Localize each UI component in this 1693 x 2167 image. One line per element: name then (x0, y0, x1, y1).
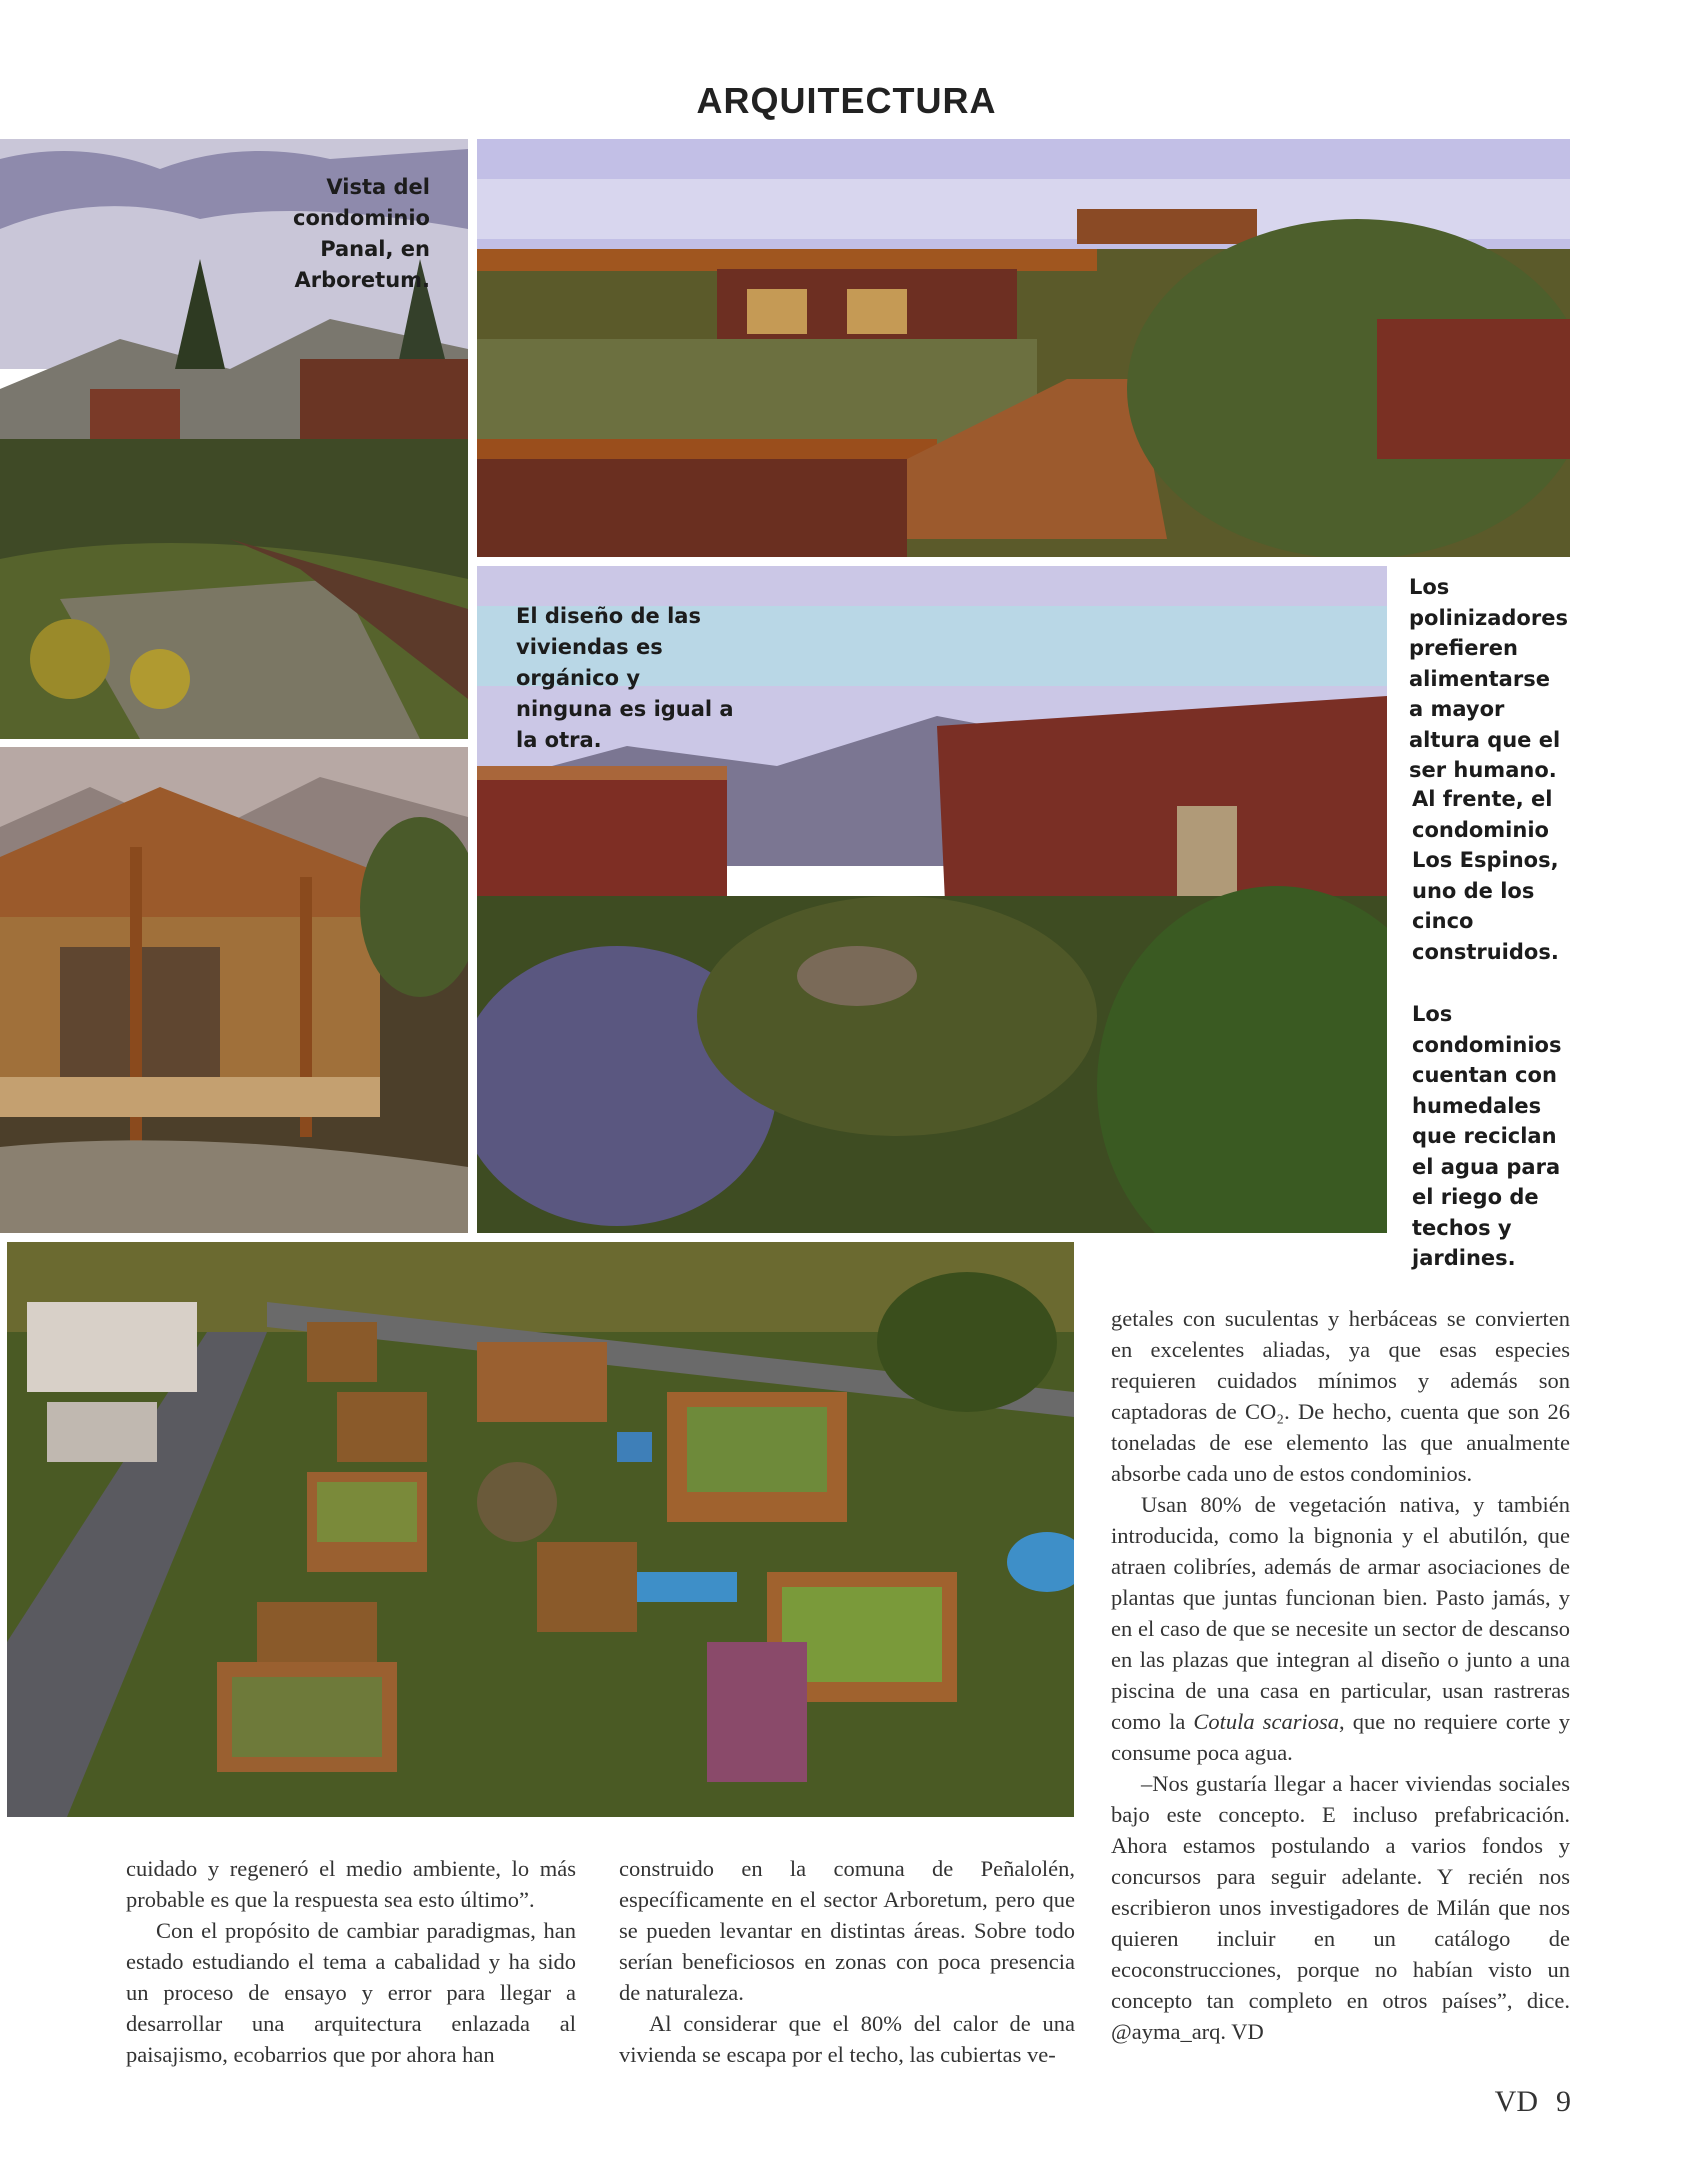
photo-pergola-house (0, 747, 468, 1233)
page-number: 9 (1556, 2085, 1571, 2118)
side-caption-espinos (1412, 784, 1567, 967)
body-column-3 (1111, 1303, 1570, 2047)
body-column-2 (619, 1853, 1075, 2070)
folio-brand: VD (1494, 2085, 1538, 2118)
side-caption-wetlands-text: Los condominios cuentan con humedales que reciclan el agua para el riego de techos y jardines. (1412, 1002, 1562, 1270)
side-caption-espinos-text: Al frente, el condominio Los Espinos, uno de los cinco construidos. (1412, 787, 1559, 964)
paragraph-part: , que no requiere corte y consume poca agua. (1111, 1709, 1570, 1765)
body-column-1 (126, 1853, 576, 2070)
paragraph-part: Usan 80% de vegetación nativa, y también introducida, como la bignonia y el abutilón, que atraen colibríes, además de armar asociaciones de plantas que juntas funcionan bien. Pasto jamás, y en el caso de que se necesite un sector de descanso en las plazas que integran al diseño o junto a una piscina de una casa en particular, usan rastreras como la (1111, 1492, 1570, 1734)
paragraph: cuidado y regeneró el medio ambiente, lo más probable es que la respuesta sea esto último”. (126, 1856, 576, 1912)
paragraph: Con el propósito de cambiar paradigmas, han estado estudiando el tema a cabalidad y ha sido un proceso de ensayo y error para llegar a desarrollar una arquitectura enlazada al paisajismo, ecobarrios que por ahora han (126, 1918, 576, 2067)
photo-bridge-house (477, 139, 1570, 557)
paragraph (1111, 1489, 1570, 1768)
photo-aerial-condominium (7, 1242, 1074, 1817)
caption-organic-text: El diseño de las viviendas es orgánico y ninguna es igual a la otra. (516, 604, 734, 752)
caption-panal (240, 172, 430, 296)
species-name: Cotula scariosa (1193, 1709, 1340, 1734)
side-caption-pollinators-text: Los polinizadores prefieren alimentarse a mayor altura que el ser humano. (1409, 575, 1568, 782)
paragraph: –Nos gustaría llegar a hacer viviendas sociales bajo este concepto. E incluso prefabricación. Ahora estamos postulando a varios fondos y concursos para seguir adelante. Y recién nos escribieron unos investigadores de Milán que nos quieren incluir en un catálogo de ecoconstrucciones, porque no habían visto un concepto tan completo en otros países”, dice. @ayma_arq. VD (1111, 1771, 1570, 2044)
side-caption-wetlands (1412, 999, 1567, 1274)
side-caption-pollinators (1409, 572, 1569, 786)
caption-organic (516, 601, 741, 756)
caption-panal-text: Vista del condominio Panal, en Arboretum. (293, 175, 430, 292)
paragraph: Al considerar que el 80% del calor de una vivienda se escapa por el techo, las cubiertas ve- (619, 2011, 1075, 2067)
paragraph: construido en la comuna de Peñalolén, específicamente en el sector Arboretum, pero que se pueden levantar en distintas áreas. Sobre todo serían beneficiosos en zonas con poca presencia de naturaleza. (619, 1856, 1075, 2005)
paragraph: getales con suculentas y herbáceas se convierten en excelentes aliadas, ya que esas especies requieren cuidados mínimos y además son captadoras de CO₂. De hecho, cuenta que son 26 toneladas de ese elemento las que anualmente absorbe cada uno de estos condominios. (1111, 1306, 1570, 1486)
section-title: ARQUITECTURA (696, 80, 997, 121)
page-folio (1495, 2085, 1571, 2119)
